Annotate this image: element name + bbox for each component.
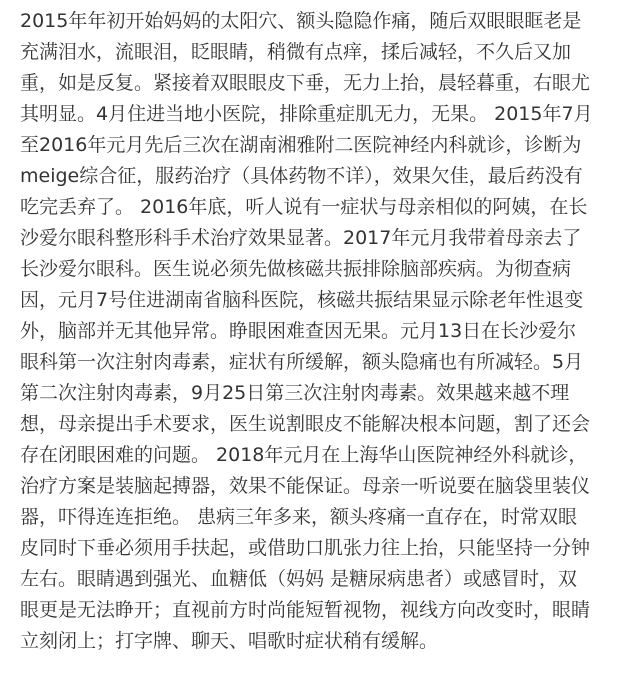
article-line: 器，吓得连连拒绝。 患病三年多来，额头疼痛一直存在，时常双眼 (20, 506, 578, 528)
article-line: 治疗方案是装脑起搏器，效果不能保证。母亲一听说要在脑袋里装仪 (20, 475, 591, 497)
article-line: 充满泪水，流眼泪，眨眼睛，稍微有点痒，揉后减轻，不久后又加 (20, 41, 572, 63)
article-line: 吃完丢弃了。 2016年底，听人说有一症状与母亲相似的阿姨，在长 (20, 196, 588, 218)
article-line: 想，母亲提出手术要求，医生说割眼皮不能解决根本问题，割了还会 (20, 413, 591, 435)
article-line: 沙爱尔眼科整形科手术治疗效果显著。2017年元月我带着母亲去了 (20, 227, 582, 249)
article-line: 至2016年元月先后三次在湖南湘雅附二医院神经内科就诊，诊断为 (20, 134, 582, 156)
article-body (20, 6, 632, 657)
article-line: 立刻闭上；打字牌、聊天、唱歌时症状稍有缓解。 (20, 630, 439, 652)
article-line: 眼科第一次注射肉毒素，症状有所缓解，额头隐痛也有所减轻。5月 (20, 351, 584, 373)
article-line: 第二次注射肉毒素，9月25日第三次注射肉毒素。效果越来越不理 (20, 382, 570, 404)
article-line: 外，脑部并无其他异常。睁眼困难查因无果。元月13日在长沙爱尔 (20, 320, 577, 342)
article-line: 其明显。4月住进当地小医院，排除重症肌无力，无果。 2015年7月 (20, 103, 593, 125)
article-line: 2015年年初开始妈妈的太阳穴、额头隐隐作痛，随后双眼眼眶老是 (20, 10, 582, 32)
article-line: 左右。眼睛遇到强光、血糖低（妈妈 是糖尿病患者）或感冒时，双 (20, 568, 578, 590)
article-line: 长沙爱尔眼科。医生说必须先做核磁共振排除脑部疾病。为彻查病 (20, 258, 572, 280)
article-line: 重，如是反复。紧接着双眼眼皮下垂，无力上抬，晨轻暮重，右眼尤 (20, 72, 591, 94)
article-line: 眼更是无法睁开；直视前方时尚能短暂视物，视线方向改变时，眼睛 (20, 599, 591, 621)
article-line: 皮同时下垂必须用手扶起，或借助口肌张力往上抬，只能坚持一分钟 (20, 537, 591, 559)
article-line: meige综合征，服药治疗（具体药物不详），效果欠佳，最后药没有 (20, 165, 583, 187)
article-line: 因，元月7号住进湖南省脑科医院，核磁共振结果显示除老年性退变 (20, 289, 584, 311)
article-line: 存在闭眼困难的问题。 2018年元月在上海华山医院神经外科就诊， (20, 444, 588, 466)
